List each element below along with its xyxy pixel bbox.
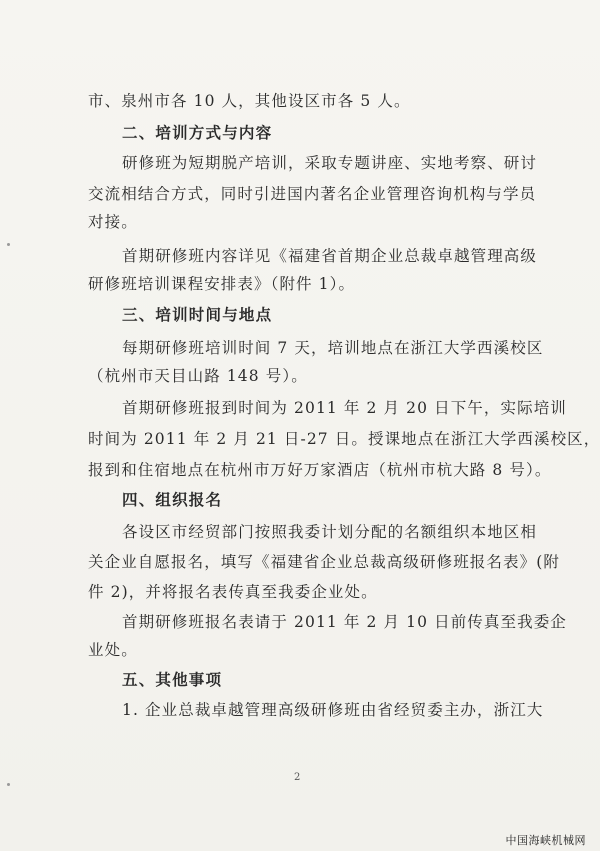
text-line: 报到和住宿地点在杭州市万好万家酒店（杭州市杭大路 8 号）。 [88, 461, 552, 479]
text-line: 市、泉州市各 10 人，其他设区市各 5 人。 [88, 92, 411, 110]
text-line: 每期研修班培训时间 7 天，培训地点在浙江大学西溪校区 [122, 339, 544, 357]
section-heading-3: 三、培训时间与地点 [122, 306, 273, 324]
scan-speck [7, 783, 10, 786]
scan-speck [7, 243, 10, 246]
text-line: 交流相结合方式，同时引进国内著名企业管理咨询机构与学员 [88, 185, 537, 203]
text-line: 件 2)，并将报名表传真至我委企业处。 [88, 583, 378, 601]
text-line: 时间为 2011 年 2 月 21 日-27 日。授课地点在浙江大学西溪校区， [88, 430, 600, 448]
text-line: 对接。 [88, 213, 138, 231]
site-watermark: 中国海峡机械网 [505, 834, 586, 847]
section-heading-5: 五、其他事项 [122, 671, 223, 689]
text-line: 研修班培训课程安排表》（附件 1）。 [88, 275, 356, 293]
section-heading-2: 二、培训方式与内容 [122, 124, 273, 142]
page-number: 2 [294, 772, 301, 783]
text-line: 首期研修班内容详见《福建省首期企业总裁卓越管理高级 [122, 247, 538, 265]
text-line: 1. 企业总裁卓越管理高级研修班由省经贸委主办，浙江大 [122, 701, 544, 719]
text-line: 首期研修班报到时间为 2011 年 2 月 20 日下午，实际培训 [122, 399, 567, 417]
text-line: 关企业自愿报名，填写《福建省企业总裁高级研修班报名表》(附 [88, 553, 560, 571]
text-line: 研修班为短期脱产培训，采取专题讲座、实地考察、研讨 [122, 154, 538, 172]
section-heading-4: 四、组织报名 [122, 491, 223, 509]
text-line: 各设区市经贸部门按照我委计划分配的名额组织本地区相 [122, 523, 538, 541]
text-line: （杭州市天目山路 148 号）。 [88, 367, 308, 385]
text-line: 首期研修班报名表请于 2011 年 2 月 10 日前传真至我委企 [122, 613, 567, 631]
text-line: 业处。 [88, 641, 138, 659]
